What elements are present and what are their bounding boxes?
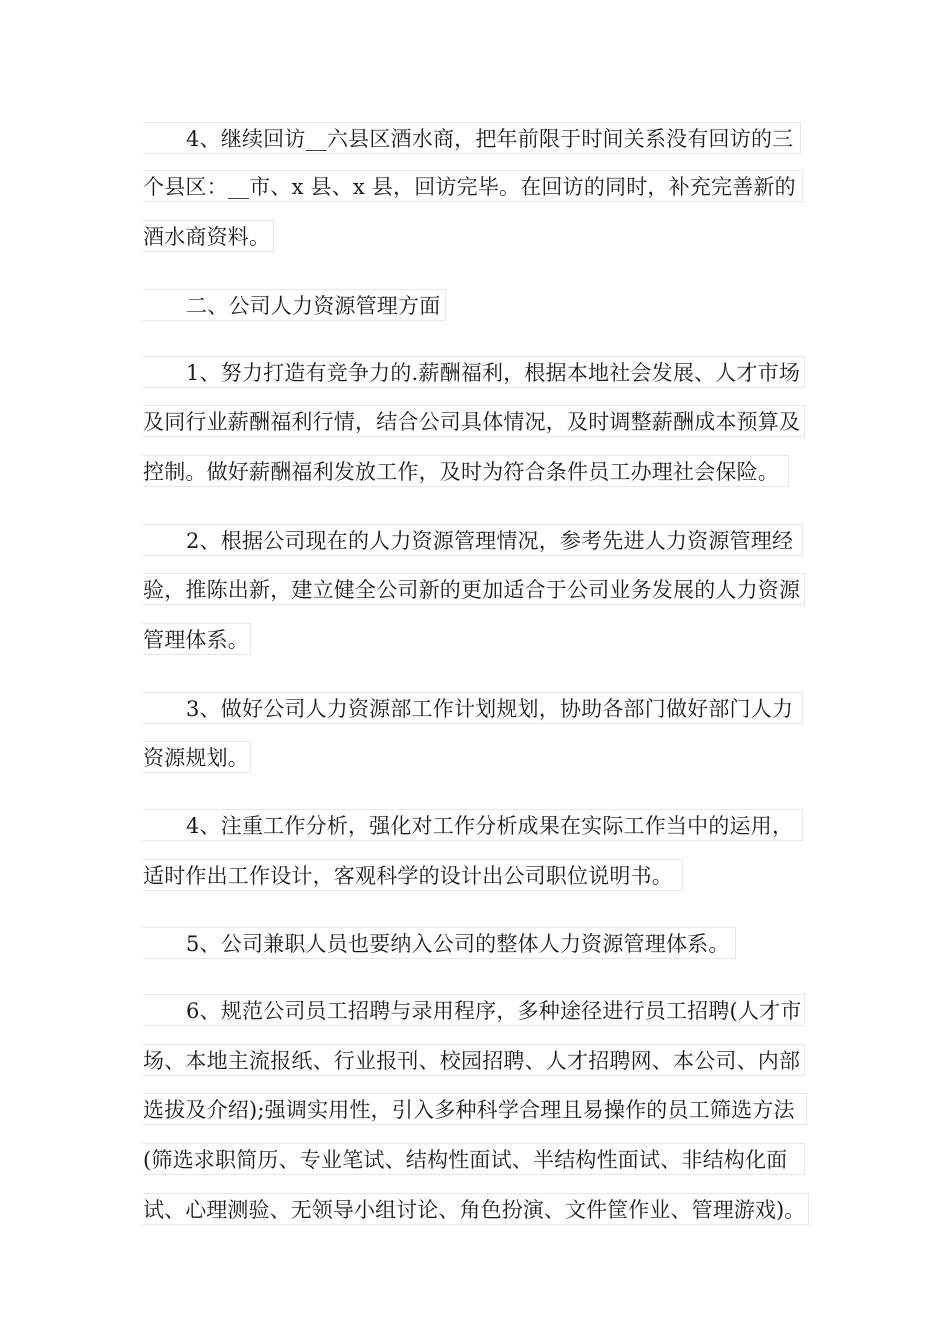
paragraph-line: 3、做好公司人力资源部工作计划规划，协助各部门做好部门人力 bbox=[143, 692, 803, 724]
paragraph-line: 酒水商资料。 bbox=[143, 220, 274, 252]
paragraph-line: 4、继续回访__六县区酒水商，把年前限于时间关系没有回访的三 bbox=[143, 122, 801, 154]
paragraph-line: 5、公司兼职人员也要纳入公司的整体人力资源管理体系。 bbox=[143, 927, 736, 959]
section-heading: 二、公司人力资源管理方面 bbox=[143, 289, 446, 321]
paragraph-line: 2、根据公司现在的人力资源管理情况，参考先进人力资源管理经 bbox=[143, 524, 803, 556]
paragraph-line: 及同行业薪酬福利行情，结合公司具体情况，及时调整薪酬成本预算及 bbox=[143, 405, 805, 437]
paragraph-line: 4、注重工作分析，强化对工作分析成果在实际工作当中的运用， bbox=[143, 809, 803, 841]
paragraph-line: 选拔及介绍);强调实用性，引入多种科学合理且易操作的员工筛选方法 bbox=[143, 1093, 807, 1125]
paragraph-line: 验，推陈出新，建立健全公司新的更加适合于公司业务发展的人力资源 bbox=[143, 573, 805, 605]
paragraph-line: 资源规划。 bbox=[143, 741, 251, 773]
paragraph-line: 控制。做好薪酬福利发放工作，及时为符合条件员工办理社会保险。 bbox=[143, 455, 789, 487]
paragraph-line: (筛选求职简历、专业笔试、结构性面试、半结构性面试、非结构化面 bbox=[143, 1143, 805, 1175]
paragraph-line: 场、本地主流报纸、行业报刊、校园招聘、人才招聘网、本公司、内部 bbox=[143, 1044, 805, 1076]
paragraph-line: 1、努力打造有竞争力的.薪酬福利，根据本地社会发展、人才市场 bbox=[143, 356, 805, 388]
paragraph-line: 试、心理测验、无领导小组讨论、角色扮演、文件筐作业、管理游戏)。 bbox=[143, 1193, 809, 1225]
paragraph-line: 管理体系。 bbox=[143, 623, 251, 655]
paragraph-line: 个县区：__市、x 县、x 县，回访完毕。在回访的同时，补充完善新的 bbox=[143, 170, 803, 202]
paragraph-line: 6、规范公司员工招聘与录用程序，多种途径进行员工招聘(人才市 bbox=[143, 994, 805, 1026]
paragraph-line: 适时作出工作设计，客观科学的设计出公司职位说明书。 bbox=[143, 859, 683, 891]
